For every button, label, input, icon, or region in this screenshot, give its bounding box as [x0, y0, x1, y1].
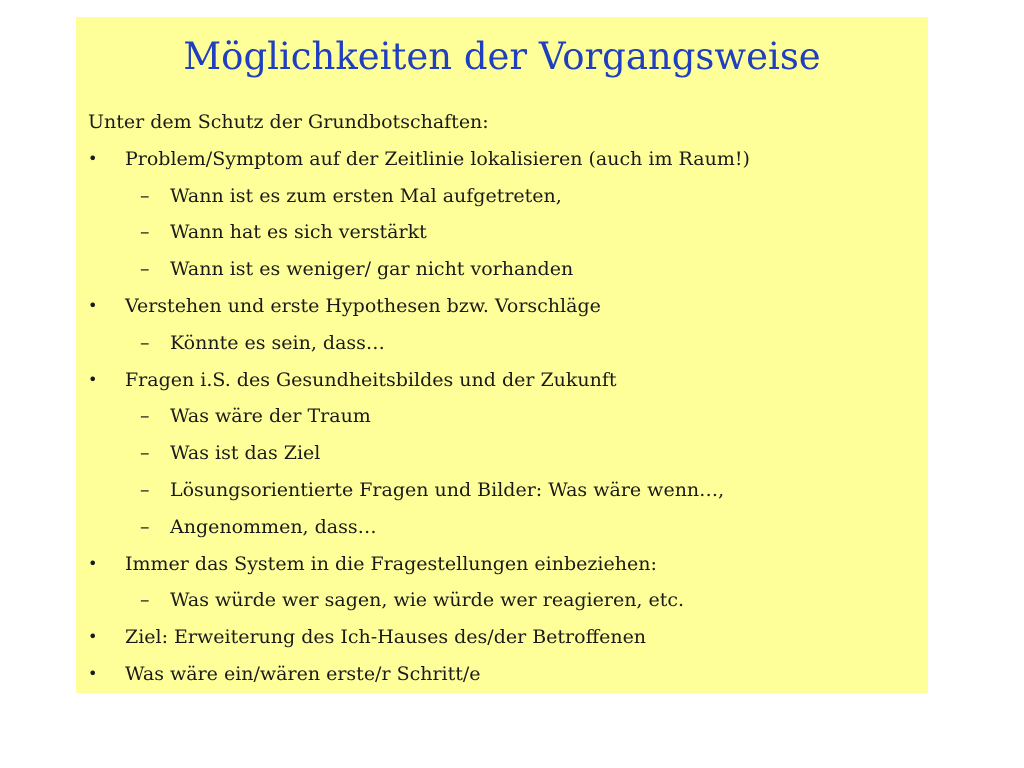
sub-bullet-item	[88, 325, 918, 362]
sub-bullet-item	[88, 435, 918, 472]
dash-marker: –	[140, 478, 150, 501]
line-text: Was würde wer sagen, wie würde wer reagieren, etc.	[170, 589, 685, 612]
bullet-item	[88, 141, 918, 178]
dash-marker: –	[140, 258, 150, 281]
line-text: Wann hat es sich verstärkt	[170, 221, 427, 244]
bullet-item	[88, 546, 918, 583]
bullet-item	[88, 656, 918, 693]
line-text: Ziel: Erweiterung des Ich-Hauses des/der Betroffenen	[125, 626, 647, 649]
slide-content	[88, 104, 918, 693]
line-text: Lösungsorientierte Fragen und Bilder: Was wäre wenn…,	[170, 478, 725, 501]
bullet-item	[88, 619, 918, 656]
slide-title: Möglichkeiten der Vorgangsweise	[183, 35, 821, 78]
line-text: Wann ist es zum ersten Mal aufgetreten,	[170, 184, 562, 207]
line-text: Verstehen und erste Hypothesen bzw. Vorschläge	[125, 294, 601, 317]
intro-line	[88, 104, 918, 141]
line-text: Was wäre ein/wären erste/r Schritt/e	[125, 662, 481, 685]
dash-marker: –	[140, 405, 150, 428]
bullet-item	[88, 362, 918, 399]
line-text: Was ist das Ziel	[170, 442, 321, 465]
slide	[76, 17, 928, 693]
bullet-marker: •	[88, 148, 98, 168]
line-text: Angenommen, dass…	[170, 515, 377, 538]
bullet-marker: •	[88, 369, 98, 389]
line-text: Wann ist es weniger/ gar nicht vorhanden	[170, 258, 574, 281]
sub-bullet-item	[88, 582, 918, 619]
dash-marker: –	[140, 442, 150, 465]
bullet-marker: •	[88, 663, 98, 683]
line-text: Was wäre der Traum	[170, 405, 371, 428]
line-text: Fragen i.S. des Gesundheitsbildes und der Zukunft	[125, 368, 617, 391]
bullet-marker: •	[88, 627, 98, 647]
sub-bullet-item	[88, 472, 918, 509]
sub-bullet-item	[88, 509, 918, 546]
line-text: Problem/Symptom auf der Zeitlinie lokalisieren (auch im Raum!)	[125, 147, 750, 170]
line-text: Könnte es sein, dass…	[170, 331, 385, 354]
sub-bullet-item	[88, 214, 918, 251]
dash-marker: –	[140, 589, 150, 612]
bullet-item	[88, 288, 918, 325]
dash-marker: –	[140, 221, 150, 244]
dash-marker: –	[140, 331, 150, 354]
sub-bullet-item	[88, 251, 918, 288]
bullet-marker: •	[88, 553, 98, 573]
dash-marker: –	[140, 184, 150, 207]
dash-marker: –	[140, 515, 150, 538]
line-text: Unter dem Schutz der Grundbotschaften:	[88, 111, 489, 133]
line-text: Immer das System in die Fragestellungen einbeziehen:	[125, 552, 657, 575]
sub-bullet-item	[88, 398, 918, 435]
sub-bullet-item	[88, 178, 918, 215]
bullet-marker: •	[88, 295, 98, 315]
